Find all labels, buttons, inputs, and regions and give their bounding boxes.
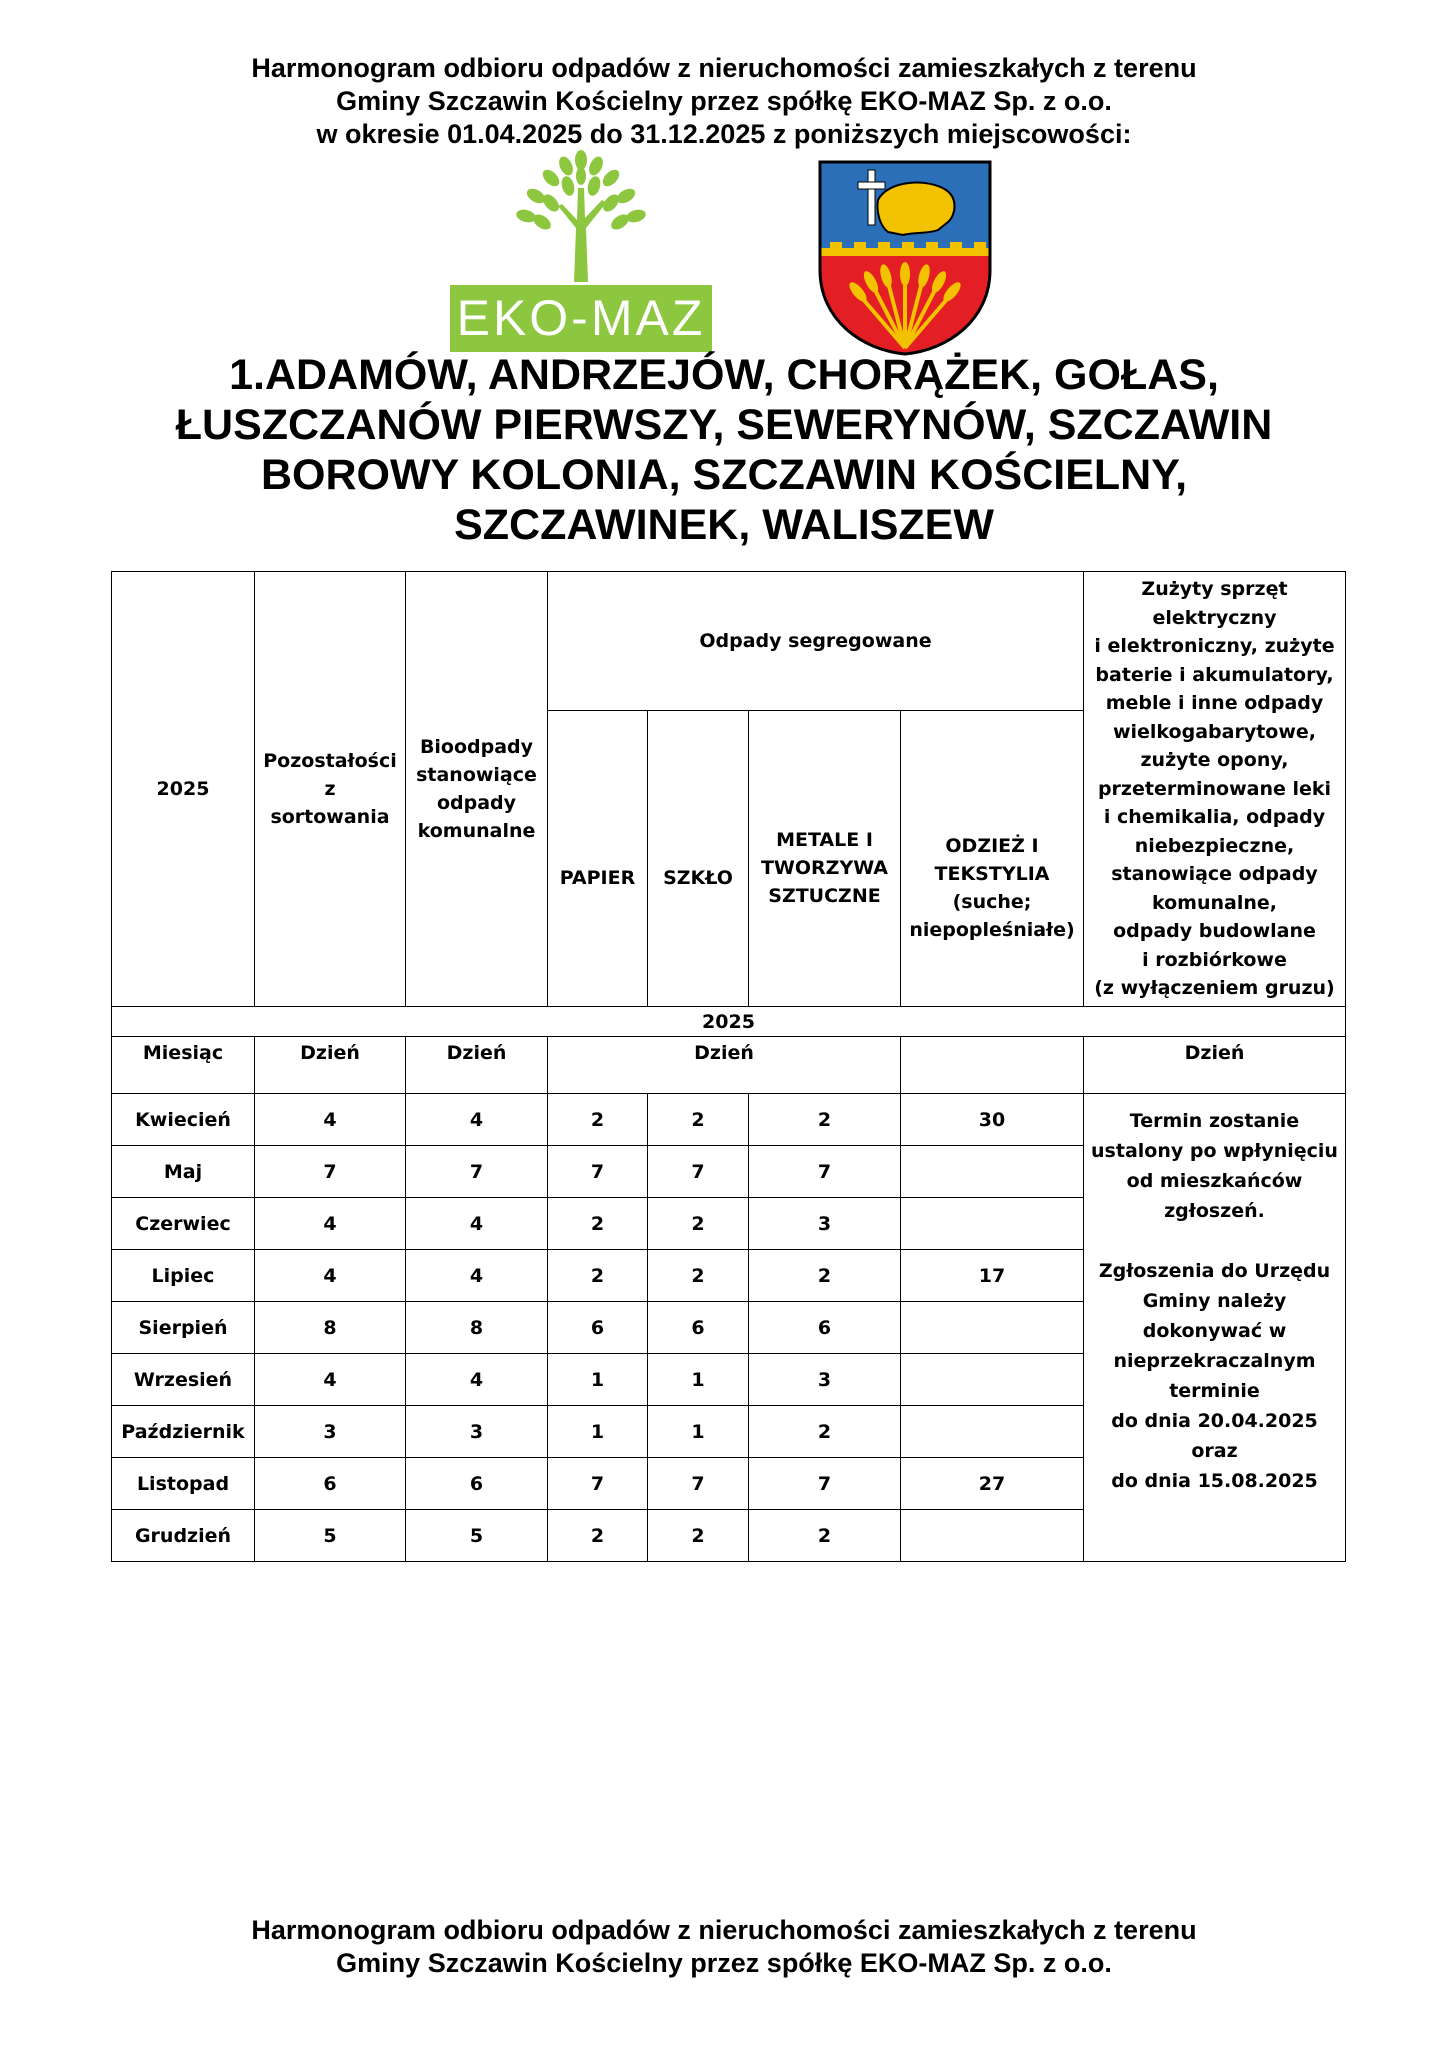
cell-metale: 3 [749, 1354, 901, 1406]
header-bioodpady: Bioodpady stanowiące odpady komunalne [406, 572, 548, 1007]
cell-poz: 4 [255, 1250, 406, 1302]
logo-text: EKO-MAZ [450, 285, 712, 352]
cell-poz: 4 [255, 1198, 406, 1250]
cell-poz: 4 [255, 1094, 406, 1146]
cell-odziez: 17 [901, 1250, 1084, 1302]
subheader-dzien-3: Dzień [548, 1037, 901, 1094]
cell-poz: 4 [255, 1354, 406, 1406]
cell-bio: 4 [406, 1354, 548, 1406]
header-odziez: ODZIEŻ I TEKSTYLIA (suche; niepopleśniałe) [901, 711, 1084, 1007]
cell-metale: 6 [749, 1302, 901, 1354]
year-row: 2025 [112, 1007, 1346, 1037]
cell-odziez [901, 1146, 1084, 1198]
cell-poz: 3 [255, 1406, 406, 1458]
cell-bio: 4 [406, 1094, 548, 1146]
cell-metale: 7 [749, 1458, 901, 1510]
cell-bio: 6 [406, 1458, 548, 1510]
cell-papier: 2 [548, 1250, 648, 1302]
header-line-2: Gminy Szczawin Kościelny przez spółkę EKO-MAZ Sp. z o.o. [336, 86, 1112, 116]
header-line-1: Harmonogram odbioru odpadów z nieruchomości zamieszkałych z terenu [251, 53, 1197, 83]
cell-szklo: 7 [648, 1146, 749, 1198]
places-line-1: 1.ADAMÓW, ANDRZEJÓW, CHORĄŻEK, GOŁAS, [229, 351, 1219, 399]
cell-month: Wrzesień [112, 1354, 255, 1406]
cell-papier: 2 [548, 1510, 648, 1562]
cell-metale: 2 [749, 1406, 901, 1458]
cell-papier: 1 [548, 1406, 648, 1458]
header-pozostalosci: Pozostałości z sortowania [255, 572, 406, 1007]
cell-szklo: 6 [648, 1302, 749, 1354]
subheader-miesiac: Miesiąc [112, 1037, 255, 1094]
cell-szklo: 1 [648, 1354, 749, 1406]
subheader-empty [901, 1037, 1084, 1094]
cell-papier: 7 [548, 1458, 648, 1510]
subheader-dzien-2: Dzień [406, 1037, 548, 1094]
header-papier: PAPIER [548, 711, 648, 1007]
cell-poz: 5 [255, 1510, 406, 1562]
cell-papier: 2 [548, 1198, 648, 1250]
footer-line-2: Gminy Szczawin Kościelny przez spółkę EKO-MAZ Sp. z o.o. [336, 1948, 1112, 1978]
cell-szklo: 2 [648, 1094, 749, 1146]
cell-bio: 8 [406, 1302, 548, 1354]
header-metale: METALE I TWORZYWA SZTUCZNE [749, 711, 901, 1007]
coat-of-arms-icon [818, 160, 992, 356]
places-line-2: ŁUSZCZANÓW PIERWSZY, SEWERYNÓW, SZCZAWIN [175, 401, 1273, 449]
places-line-4: SZCZAWINEK, WALISZEW [454, 501, 994, 549]
cell-bio: 3 [406, 1406, 548, 1458]
cell-month: Lipiec [112, 1250, 255, 1302]
cell-szklo: 1 [648, 1406, 749, 1458]
cell-poz: 8 [255, 1302, 406, 1354]
header-year: 2025 [112, 572, 255, 1007]
cell-month: Maj [112, 1146, 255, 1198]
page-footer [0, 1914, 1448, 1980]
cell-month: Kwiecień [112, 1094, 255, 1146]
cell-month: Grudzień [112, 1510, 255, 1562]
cell-month: Listopad [112, 1458, 255, 1510]
places-line-3: BOROWY KOLONIA, SZCZAWIN KOŚCIELNY, [260, 451, 1188, 499]
eko-maz-logo [450, 148, 712, 352]
header-szklo: SZKŁO [648, 711, 749, 1007]
cell-papier: 6 [548, 1302, 648, 1354]
collection-note: Termin zostanie ustalony po wpłynięciu od mieszkańców zgłoszeń. Zgłoszenia do Urzędu Gminy należy dokonywać w nieprzekraczalnym terminie do dnia 20.04.2025 oraz do dnia 15.08.2025 [1084, 1094, 1346, 1562]
cell-odziez [901, 1510, 1084, 1562]
cell-papier: 1 [548, 1354, 648, 1406]
cell-metale: 2 [749, 1250, 901, 1302]
cell-odziez: 30 [901, 1094, 1084, 1146]
subheader-dzien-1: Dzień [255, 1037, 406, 1094]
cell-bio: 5 [406, 1510, 548, 1562]
cell-bio: 7 [406, 1146, 548, 1198]
cell-bio: 4 [406, 1250, 548, 1302]
cell-odziez [901, 1354, 1084, 1406]
cell-month: Październik [112, 1406, 255, 1458]
subheader-dzien-4: Dzień [1084, 1037, 1346, 1094]
table-row [112, 1094, 1346, 1146]
header-odpady-segregowane: Odpady segregowane [548, 572, 1084, 711]
page-header [0, 52, 1448, 151]
cell-odziez [901, 1302, 1084, 1354]
cell-odziez [901, 1406, 1084, 1458]
header-line-3: w okresie 01.04.2025 do 31.12.2025 z poniższych miejscowości: [316, 119, 1132, 149]
cell-bio: 4 [406, 1198, 548, 1250]
cell-papier: 2 [548, 1094, 648, 1146]
cell-odziez [901, 1198, 1084, 1250]
cell-szklo: 2 [648, 1198, 749, 1250]
cell-szklo: 2 [648, 1250, 749, 1302]
cell-metale: 3 [749, 1198, 901, 1250]
cell-poz: 7 [255, 1146, 406, 1198]
cell-szklo: 2 [648, 1510, 749, 1562]
header-zuzyty-sprzet: Zużyty sprzęt elektryczny i elektroniczny, zużyte baterie i akumulatory, meble i inne odpady wielkogabarytowe, zużyte opony, przeterminowane leki i chemikalia, odpady niebezpieczne, stanowiące odpady komunalne, odpady budowlane i rozbiórkowe (z wyłączeniem gruzu) [1084, 572, 1346, 1007]
cell-metale: 2 [749, 1510, 901, 1562]
cell-papier: 7 [548, 1146, 648, 1198]
cell-poz: 6 [255, 1458, 406, 1510]
places-heading [0, 350, 1448, 550]
tree-icon [506, 148, 656, 283]
footer-line-1: Harmonogram odbioru odpadów z nieruchomości zamieszkałych z terenu [251, 1915, 1197, 1945]
cell-szklo: 7 [648, 1458, 749, 1510]
cell-metale: 7 [749, 1146, 901, 1198]
cell-odziez: 27 [901, 1458, 1084, 1510]
cell-month: Sierpień [112, 1302, 255, 1354]
cell-metale: 2 [749, 1094, 901, 1146]
schedule-table [111, 571, 1346, 1562]
cell-month: Czerwiec [112, 1198, 255, 1250]
